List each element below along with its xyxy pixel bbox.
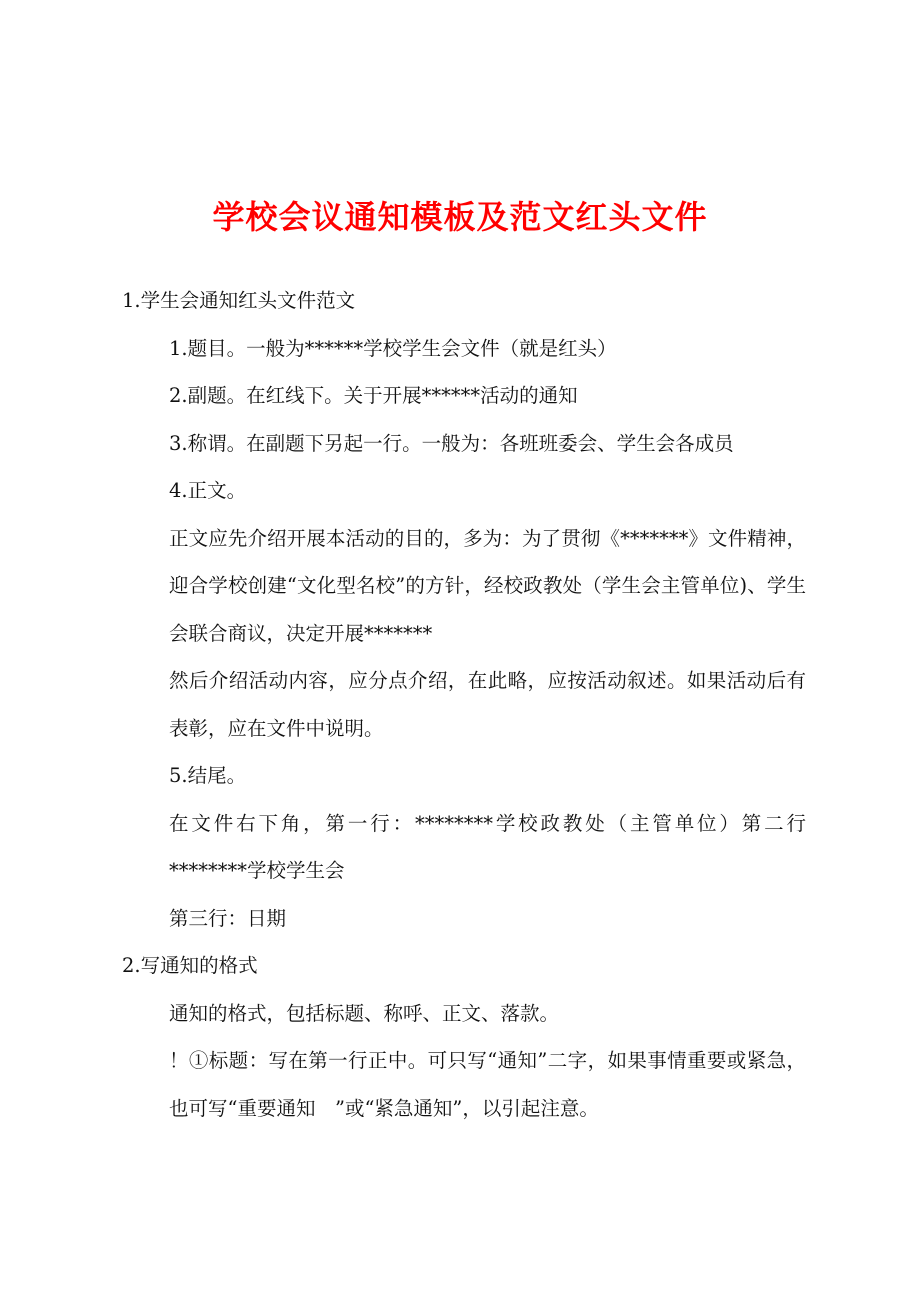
document-title: 学校会议通知模板及范文红头文件 — [212, 198, 708, 236]
paragraph-format-title: ！①标题：写在第一行正中。可只写“通知”二字，如果事情重要或紧急，也可写“重要通知 ”或“紧急通知”，以引起注意。 — [169, 1049, 806, 1120]
section-heading-1: 1.学生会通知红头文件范文 — [122, 289, 356, 312]
paragraph-format-summary: 通知的格式，包括标题、称呼、正文、落款。 — [169, 1001, 560, 1025]
paragraph-ending-detail: 在文件右下角，第一行：********学校政教处（主管单位）第二行********学校学生会 — [169, 811, 806, 882]
paragraph-title-item: 1.题目。一般为******学校学生会文件（就是红头） — [169, 336, 617, 360]
paragraph-salutation-item: 3.称谓。在副题下另起一行。一般为：各班班委会、学生会各成员 — [169, 431, 734, 455]
section-heading-2: 2.写通知的格式 — [122, 954, 258, 977]
paragraph-date-line: 第三行：日期 — [169, 906, 287, 930]
document-body — [122, 277, 806, 1132]
paragraph-subtitle-item: 2.副题。在红线下。关于开展******活动的通知 — [169, 384, 578, 407]
paragraph-ending-item: 5.结尾。 — [169, 764, 247, 787]
paragraph-body-content: 然后介绍活动内容，应分点介绍，在此略，应按活动叙述。如果活动后有表彰，应在文件中说明。 — [169, 669, 806, 740]
paragraph-body-item: 4.正文。 — [169, 479, 247, 502]
paragraph-body-purpose: 正文应先介绍开展本活动的目的，多为：为了贯彻《*******》文件精神，迎合学校创建“文化型名校”的方针，经校政教处（学生会主管单位)、学生会联合商议，决定开展******* — [169, 526, 806, 645]
